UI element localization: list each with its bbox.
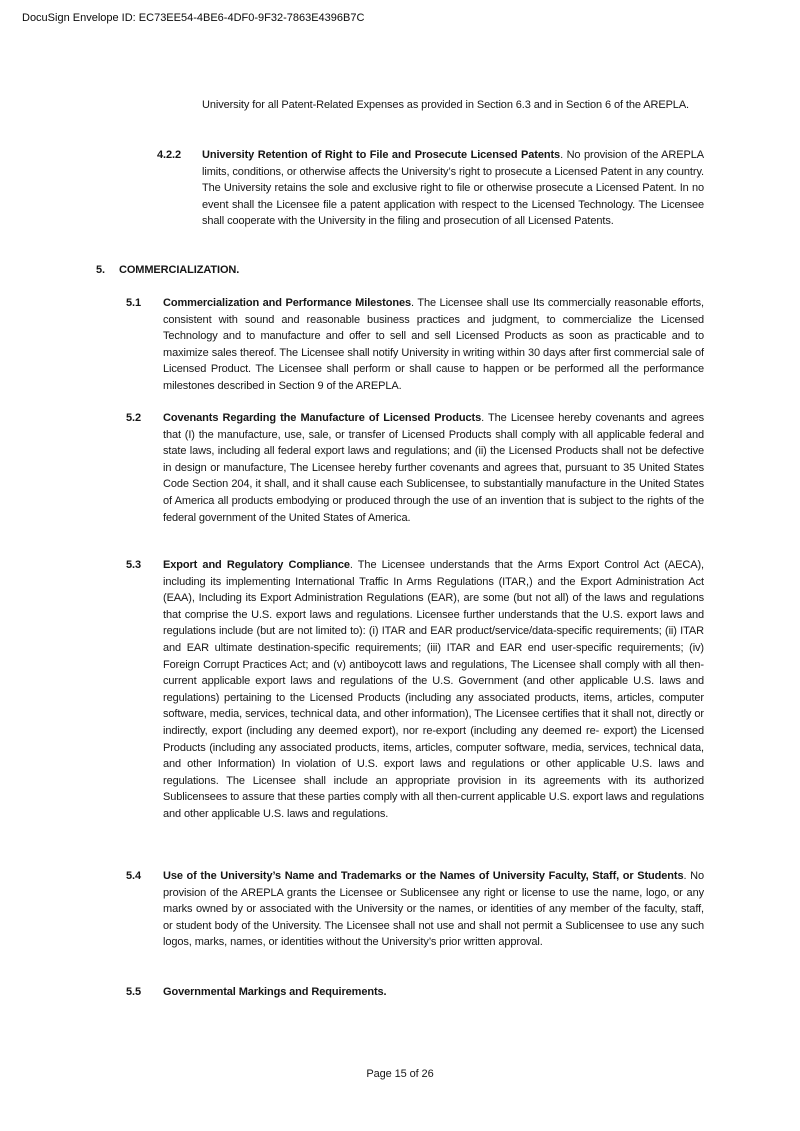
clause-5-5 bbox=[126, 984, 704, 1001]
clause-4-2-2-number: 4.2.2 bbox=[157, 149, 181, 161]
clause-5-2-number: 5.2 bbox=[126, 412, 141, 424]
clause-5-2 bbox=[126, 410, 704, 526]
clause-5-4-paragraph bbox=[163, 868, 704, 951]
paragraph-continuation bbox=[202, 97, 704, 114]
clause-5-1-number: 5.1 bbox=[126, 297, 141, 309]
clause-5-4-number: 5.4 bbox=[126, 870, 141, 882]
clause-5-1-heading: Commercialization and Performance Milestones bbox=[163, 297, 412, 309]
clause-4-2-2-heading: University Retention of Right to File and Prosecute Licensed Patents bbox=[202, 149, 561, 161]
paragraph-continuation-text: University for all Patent-Related Expenses as provided in Section 6.3 and in Section 6 of the AREPLA. bbox=[202, 99, 690, 111]
clause-5-3-number: 5.3 bbox=[126, 559, 141, 571]
page-number-footer: Page 15 of 26 bbox=[366, 1068, 434, 1080]
clause-5-1 bbox=[126, 295, 704, 395]
clause-4-2-2-body: . No provision of the AREPLA limits, conditions, or otherwise affects the University’s right to prosecute a Licensed Patent in any country. The University retains the sole and exclusive right to file or otherwise prosecute a Licensed Patent. In no event shall the Licensee file a patent application with respect to the Licensed Technology. The Licensee shall cooperate with the University in the filing and prosecution of all Licensed Patents. bbox=[202, 149, 704, 228]
clause-5-5-number: 5.5 bbox=[126, 986, 141, 998]
clause-5-4-heading: Use of the University’s Name and Trademarks or the Names of University Faculty, Staff, or Students bbox=[163, 870, 684, 882]
clause-5-3-paragraph bbox=[163, 557, 704, 823]
clause-5-5-heading: Governmental Markings and Requirements. bbox=[163, 986, 387, 998]
clause-5-5-paragraph bbox=[163, 984, 704, 1001]
section-5-heading bbox=[96, 262, 696, 279]
clause-5-2-paragraph bbox=[163, 410, 704, 526]
clause-5-1-body: . The Licensee shall use Its commercially reasonable efforts, consistent with sound and reasonable business practices and judgment, to commercialize the Licensed Technology and to manufacture and offer to sell and sell Licensed Products as soon as practicable and to maximize sales thereof. The Licensee shall notify University in writing within 30 days after first commercial sale of Licensed Product. The Licensee shall perform or shall cause to happen or be performed all the performance milestones described in Section 9 of the AREPLA. bbox=[163, 297, 704, 392]
section-5-number: 5. bbox=[96, 264, 105, 276]
clause-5-2-body: . The Licensee hereby covenants and agrees that (I) the manufacture, use, sale, or transfer of Licensed Products shall comply with all applicable federal and state laws, including all federal export laws and regulations; and (ii) the Licensed Products shall not be defective in design or manufacture, The Licensee hereby further covenants and agrees that, pursuant to 35 United States Code Section 204, it shall, and it shall cause each Sublicensee, to substantially manufacture in the United States of America all products embodying or produced through the use of an invention that is subject to the rights of the federal government of the United States of America. bbox=[163, 412, 704, 524]
clause-5-3 bbox=[126, 557, 704, 823]
docusign-envelope-id: DocuSign Envelope ID: EC73EE54-4BE6-4DF0-9F32-7863E4396B7C bbox=[22, 12, 365, 24]
clause-5-1-paragraph bbox=[163, 295, 704, 395]
clause-5-2-heading: Covenants Regarding the Manufacture of Licensed Products bbox=[163, 412, 482, 424]
clause-5-3-heading: Export and Regulatory Compliance bbox=[163, 559, 350, 571]
clause-4-2-2-paragraph bbox=[202, 147, 704, 230]
clause-5-4 bbox=[126, 868, 704, 951]
clause-5-4-body: . No provision of the AREPLA grants the Licensee or Sublicensee any right or license to use the name, logo, or any marks owned by or associated with the University or the names, or identities of any member of the faculty, staff, or student body of the University. The Licensee shall not use and shall not permit a Sublicensee to use any such logos, marks, names, or identities without the University’s prior written approval. bbox=[163, 870, 705, 949]
clause-4-2-2 bbox=[157, 147, 704, 230]
clause-5-3-body: . The Licensee understands that the Arms Export Control Act (AECA), including its implementing International Traffic In Arms Regulations (ITAR,) and the Export Administration Act (EAA), Including its Export Administration Regulations (EAR), are some (but not all) of the laws and regulations that comprise the U.S. export laws and regulations. Licensee further understands that the U.S. export laws and regulations include (but are not limited to): (i) ITAR and EAR product/service/data-specific requirements; (ii) ITAR and EAR ultimate destination-specific requirements; (iii) ITAR and EAR end user-specific requirements; (iv) Foreign Corrupt Practices Act; and (v) antiboycott laws and regulations, The Licensee shall comply with all then-current applicable export laws and regulations of the U.S. Government (and other applicable U.S. laws and regulations) pertaining to the Licensed Products (including any associated products, items, articles, computer software, media, services, technical data, and other information), The Licensee certifies that it shall not, directly or indirectly, export (including any deemed export), nor re-export (including any deemed re- export) the Licensed Products (including any associated products, items, articles, computer software, media, services, technical data, and other Information) In violation of U.S. export laws and regulations or other applicable U.S. laws and regulations. The Licensee shall include an appropriate provision in its agreements with its authorized Sublicensees to assure that these parties comply with all then-current applicable U.S. export laws and regulations and other applicable U.S. laws and regulations. bbox=[163, 559, 704, 820]
section-5-title: COMMERCIALIZATION. bbox=[119, 264, 240, 276]
